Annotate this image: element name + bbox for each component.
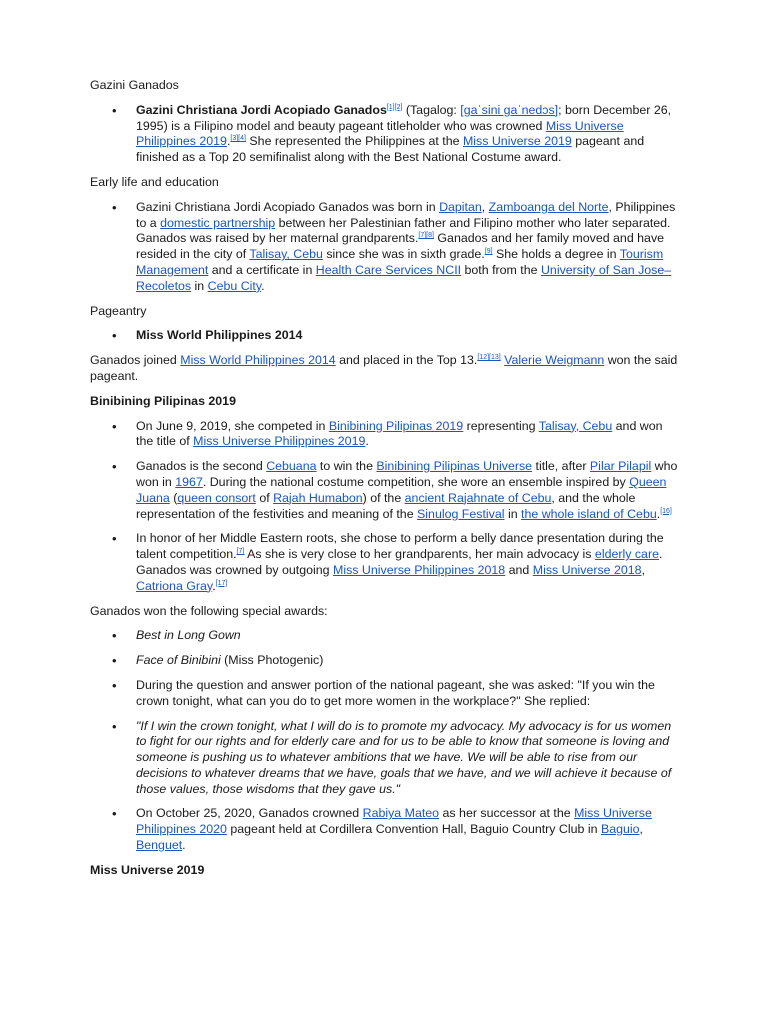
- intro-bullet: • Gazini Christiana Jordi Acopiado Ganados[1][2] (Tagalog: [gaˈsini ɡaˈnedɔs]; born December 26, 1995) is a Filipino model and beauty pageant titleholder who was crowned Miss Universe Philippines 2019.[3][4] She represented the Philippines at the Miss Universe 2019 pageant and finished as a Top 20 semifinalist along with the Best National Costume award.: [90, 103, 680, 166]
- full-name: Gazini Christiana Jordi Acopiado Ganados: [136, 102, 387, 117]
- link-cebuana[interactable]: Cebuana: [266, 459, 317, 474]
- link-cebu-city[interactable]: Cebu City: [207, 278, 262, 293]
- special-awards-intro: Ganados won the following special awards:: [90, 603, 328, 618]
- binibining-bullet-3: • In honor of her Middle Eastern roots, she chose to perform a belly dance presentation during the talent competition.[7] As she is very close to her grandparents, her main advocacy is elderly care. Ganados was crowned by outgoing Miss Universe Philippines 2018 and Miss Universe 2018, Catriona Gray.[17]: [90, 531, 680, 594]
- article-title: Gazini Ganados: [90, 78, 179, 92]
- link-miss-universe-philippines-2019-2[interactable]: Miss Universe Philippines 2019: [193, 434, 366, 449]
- link-catriona-gray[interactable]: Catriona Gray: [136, 578, 213, 593]
- link-usj-recoletos[interactable]: University of San Jose–Recoletos: [136, 262, 672, 293]
- subheading-miss-world-2014: Miss World Philippines 2014: [136, 328, 303, 343]
- binibining-list: [90, 419, 680, 595]
- article-body: [90, 78, 680, 888]
- ref-9[interactable]: [9]: [484, 248, 493, 256]
- pageantry-list: [90, 328, 680, 344]
- link-valerie-weigmann[interactable]: Valerie Weigmann: [504, 353, 605, 368]
- link-domestic-partnership[interactable]: domestic partnership: [160, 215, 276, 230]
- ref-12-13[interactable]: [12][13]: [477, 354, 501, 362]
- link-pilar-pilapil[interactable]: Pilar Pilapil: [589, 459, 652, 474]
- link-zamboanga-del-norte[interactable]: Zamboanga del Norte: [488, 199, 609, 214]
- link-ancient-rajahnate-of-cebu[interactable]: ancient Rajahnate of Cebu: [404, 490, 552, 505]
- ref-3-4[interactable]: [3][4]: [230, 135, 246, 143]
- ref-7-8[interactable]: [7][8]: [418, 232, 434, 240]
- qa-bullet: • During the question and answer portion of the national pageant, she was asked: "If you win the crown tonight, what can you do to get more women in the workplace?" She replied:: [90, 678, 680, 710]
- link-1967[interactable]: 1967: [175, 474, 203, 489]
- answer-quote: "If I win the crown tonight, what I will do is to promote my advocacy. My advocacy is for us women to fight for our rights and for elderly care and for us to be able to know that someone is loving and someone is pushing us to whatever ambitions that we have. We will be able to rise from our decisions to whatever dreams that we have, goals that we have, and we will achieve it because of those values, those wisdoms that they gave us.": [136, 718, 672, 796]
- link-talisay-cebu-2[interactable]: Talisay, Cebu: [538, 418, 613, 433]
- successor-bullet: • On October 25, 2020, Ganados crowned Rabiya Mateo as her successor at the Miss Universe Philippines 2020 pageant held at Cordillera Convention Hall, Baguio Country Club in Baguio, Benguet.: [90, 806, 680, 853]
- pageantry-bullet: [90, 328, 680, 344]
- link-binibining-pilipinas-universe[interactable]: Binibining Pilipinas Universe: [376, 459, 533, 474]
- ref-7[interactable]: [7]: [236, 548, 245, 556]
- link-binibining-pilipinas-2019[interactable]: Binibining Pilipinas 2019: [328, 418, 464, 433]
- binibining-bullet-1: • On June 9, 2019, she competed in Binibining Pilipinas 2019 representing Talisay, Cebu and won the title of Miss Universe Philippines 2019.: [90, 419, 680, 451]
- award-best-in-long-gown: • Best in Long Gown: [90, 628, 680, 644]
- link-dapitan[interactable]: Dapitan: [439, 199, 482, 214]
- binibining-bullet-2: • Ganados is the second Cebuana to win the Binibining Pilipinas Universe title, after Pilar Pilapil who won in 1967. During the national costume competition, she wore an ensemble inspired by Queen Juana (queen consort of Rajah Humabon) of the ancient Rajahnate of Cebu, and the whole representation of the festivities and meaning of the Sinulog Festival in the whole island of Cebu.[16]: [90, 459, 680, 522]
- ipa-pronunciation-link[interactable]: [gaˈsini ɡaˈnedɔs]: [460, 102, 559, 117]
- ref-1-2[interactable]: [1][2]: [386, 103, 403, 111]
- heading-early-life: Early life and education: [90, 174, 219, 189]
- link-miss-world-philippines-2014[interactable]: Miss World Philippines 2014: [180, 353, 336, 368]
- link-sinulog-festival[interactable]: Sinulog Festival: [417, 506, 505, 521]
- awards-list: [90, 628, 680, 854]
- link-island-of-cebu[interactable]: the whole island of Cebu: [521, 506, 657, 521]
- link-miss-universe-philippines-2020[interactable]: Miss Universe Philippines 2020: [136, 806, 652, 837]
- link-rajah-humabon[interactable]: Rajah Humabon: [273, 490, 363, 505]
- early-life-list: [90, 200, 680, 295]
- link-benguet[interactable]: Benguet: [136, 838, 183, 853]
- link-talisay-cebu[interactable]: Talisay, Cebu: [249, 247, 323, 262]
- link-miss-universe-2018[interactable]: Miss Universe 2018: [532, 562, 642, 577]
- intro-list: [90, 103, 680, 166]
- link-miss-universe-2019[interactable]: Miss Universe 2019: [462, 134, 572, 149]
- heading-binibining-pilipinas-2019: Binibining Pilipinas 2019: [90, 393, 236, 408]
- link-baguio[interactable]: Baguio: [600, 822, 640, 837]
- link-miss-universe-philippines-2018[interactable]: Miss Universe Philippines 2018: [333, 562, 506, 577]
- link-miss-universe-philippines-2019[interactable]: Miss Universe Philippines 2019: [136, 118, 624, 149]
- ref-17[interactable]: [17]: [215, 579, 228, 587]
- link-health-care-services[interactable]: Health Care Services NCII: [315, 262, 462, 277]
- early-life-bullet: • Gazini Christiana Jordi Acopiado Ganados was born in Dapitan, Zamboanga del Norte, Philippines to a domestic partnership between her Palestinian father and Filipino mother who later separated. Ganados was raised by her maternal grandparents.[7][8] Ganados and her family moved and have resided in the city of Talisay, Cebu since she was in sixth grade.[9] She holds a degree in Tourism Management and a certificate in Health Care Services NCII both from the University of San Jose–Recoletos in Cebu City.: [90, 200, 680, 295]
- ref-16[interactable]: [16]: [660, 507, 672, 515]
- link-queen-consort[interactable]: queen consort: [177, 490, 256, 505]
- heading-pageantry: Pageantry: [90, 303, 147, 318]
- link-queen-juana[interactable]: Queen Juana: [136, 474, 667, 505]
- award-face-of-binibini: • Face of Binibini (Miss Photogenic): [90, 653, 680, 669]
- heading-miss-universe-2019: Miss Universe 2019: [90, 862, 205, 877]
- link-tourism-management[interactable]: Tourism Management: [136, 247, 664, 277]
- link-elderly-care[interactable]: elderly care: [594, 547, 659, 562]
- link-rabiya-mateo[interactable]: Rabiya Mateo: [362, 806, 440, 821]
- quote-bullet: [90, 719, 680, 798]
- miss-world-paragraph: Ganados joined Miss World Philippines 2014 and placed in the Top 13.[12][13] Valerie Weigmann won the said pageant.: [90, 353, 678, 383]
